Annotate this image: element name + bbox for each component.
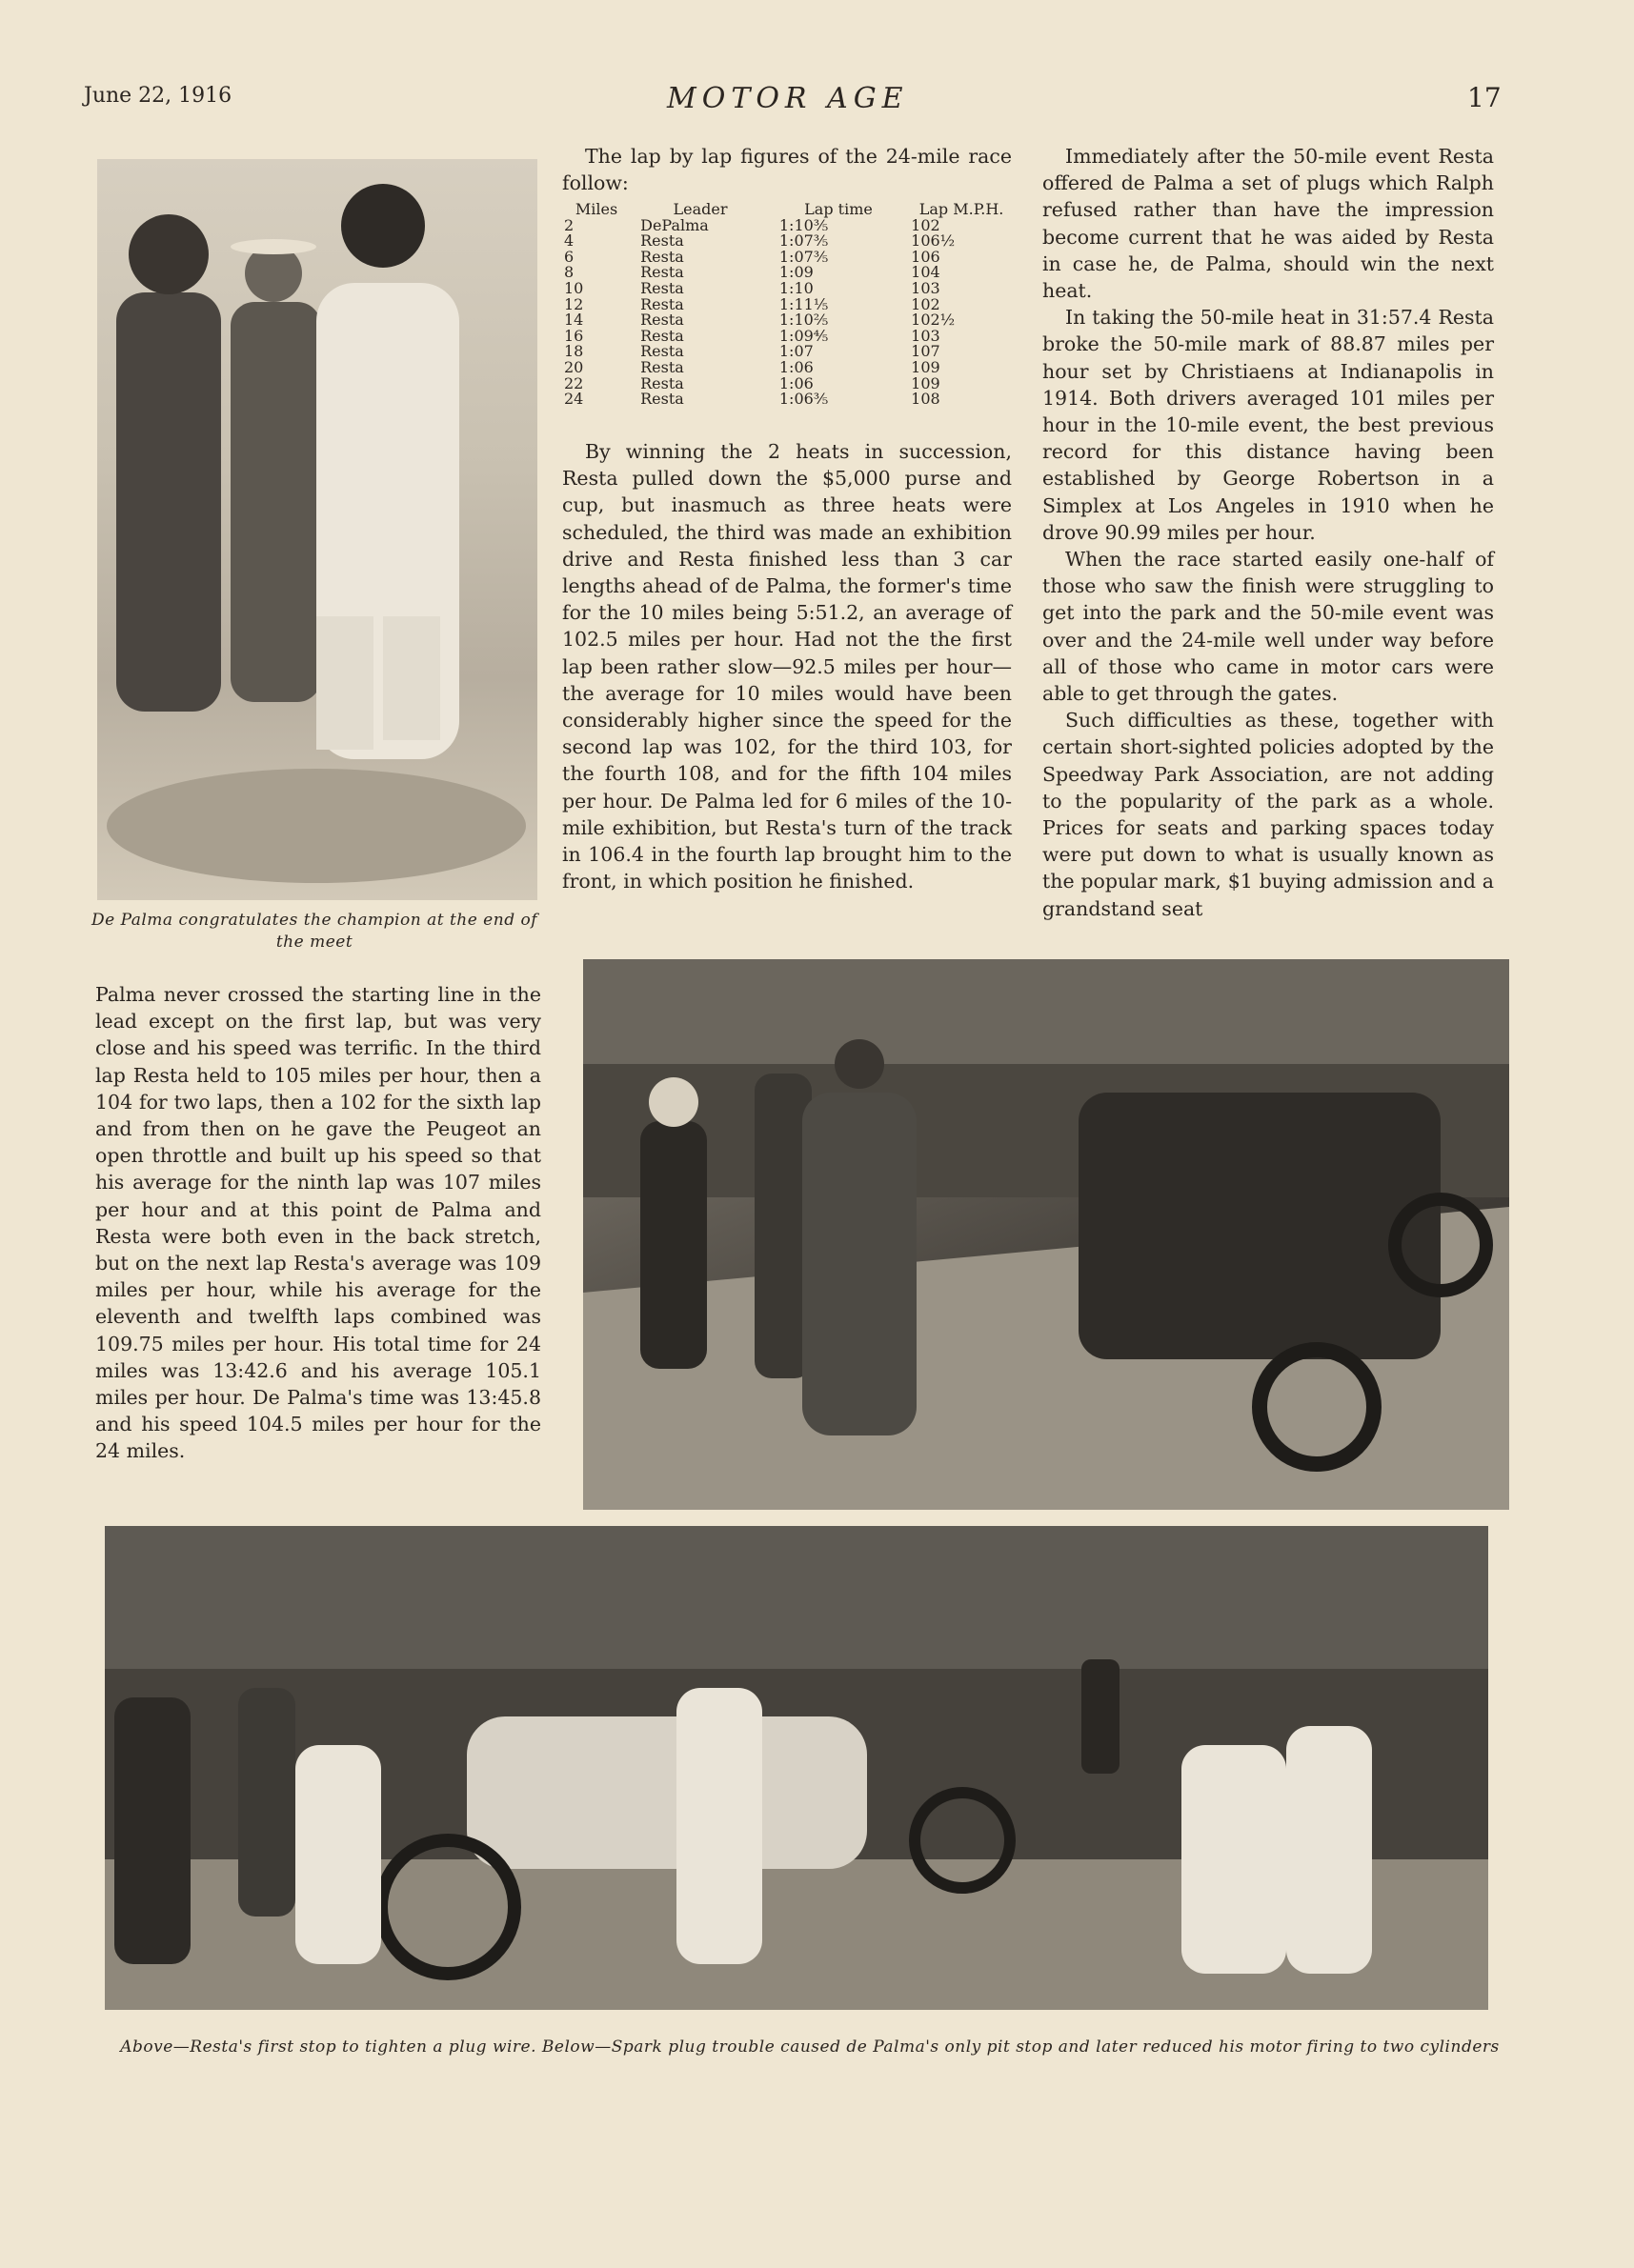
cell-leader: Resta: [640, 357, 684, 376]
right-paragraph-2: In taking the 50-mile heat in 31:57.4 Resta broke the 50-mile mark of 88.87 miles per hour set by Christiaens at Indianapolis in 1914. Both drivers averaged 101 miles per hour in the 10-mile event, the best previous record for this distance having been established by George Robertson in a Simplex at Los Angeles in 1910 when he drove 90.99 miles per hour.: [1042, 306, 1494, 544]
middle-column-paragraph: [562, 438, 1012, 894]
cell-leader: Resta: [640, 390, 684, 409]
cell-leader: Resta: [640, 231, 684, 251]
cell-lap-time: 1:10: [778, 278, 814, 297]
cell-miles: 6: [564, 247, 575, 266]
column-header-lap-time: Lap time: [804, 200, 873, 218]
cell-leader: Resta: [640, 311, 684, 330]
cell-lap-mph: 108: [911, 390, 940, 409]
cell-leader: Resta: [640, 247, 684, 266]
lap-table-intro: [562, 143, 1012, 196]
photo-caption-bottom: Above—Resta's first stop to tighten a plug wire. Below—Spark plug trouble caused de Palma's only pit stop and later reduced his motor firing to two cylinders: [120, 2037, 1500, 2057]
cell-lap-time: 1:07⅗: [778, 247, 829, 266]
cell-lap-mph: 109: [911, 373, 940, 392]
cell-lap-mph: 102: [911, 215, 940, 234]
cell-miles: 22: [564, 373, 584, 392]
photo-de-palma-pit-stop: [105, 1526, 1488, 2010]
column-header-miles: Miles: [575, 200, 618, 218]
cell-miles: 14: [564, 311, 584, 330]
column-header-lap-mph: Lap M.P.H.: [918, 200, 1004, 218]
photo-car-illustration: [583, 959, 1509, 1510]
cell-miles: 24: [564, 390, 584, 409]
cell-leader: Resta: [640, 278, 684, 297]
cell-miles: 8: [564, 263, 575, 282]
cell-leader: Resta: [640, 294, 684, 313]
magazine-title: MOTOR AGE: [667, 82, 909, 115]
right-paragraph-1: Immediately after the 50-mile event Resta offered de Palma a set of plugs which Ralph refused rather than have the impression become current that he was aided by Resta in case he, de Palma, should win the next heat.: [1042, 145, 1494, 303]
photo-pit-stop-illustration: [105, 1526, 1488, 2010]
cell-leader: DePalma: [640, 215, 709, 234]
left-column-text: [95, 981, 541, 1465]
column-header-leader: Leader: [673, 200, 728, 218]
cell-lap-time: 1:06⅗: [778, 390, 829, 409]
cell-lap-mph: 106½: [911, 231, 956, 251]
table-body: [564, 215, 1012, 409]
page-number: 17: [1467, 82, 1502, 113]
cell-lap-time: 1:10⅗: [778, 215, 829, 234]
cell-lap-mph: 106: [911, 247, 940, 266]
cell-lap-time: 1:07: [778, 342, 814, 361]
cell-miles: 18: [564, 342, 584, 361]
photo-resta-first-stop: [583, 959, 1509, 1510]
cell-lap-mph: 103: [911, 326, 940, 345]
cell-lap-time: 1:09: [778, 263, 814, 282]
cell-leader: Resta: [640, 326, 684, 345]
cell-lap-mph: 102½: [911, 311, 956, 330]
cell-lap-mph: 109: [911, 357, 940, 376]
cell-lap-time: 1:06: [778, 373, 814, 392]
right-paragraph-3: When the race started easily one-half of those who saw the finish were struggling to get into the park and the 50-mile event was over and the 24-mile well under way before all of those who came in motor cars were able to get through the gates.: [1042, 548, 1494, 706]
lap-figures-table: [564, 202, 1012, 408]
intro-text: The lap by lap figures of the 24-mile race follow:: [562, 145, 1012, 195]
issue-date: June 22, 1916: [84, 84, 232, 108]
cell-leader: Resta: [640, 342, 684, 361]
right-paragraph-4: Such difficulties as these, together with certain short-sighted policies adopted by the Speedway Park Association, are not adding to the popularity of the park as a whole. Prices for seats and parking spaces today were put down to what is usually known as the popular mark, $1 buying admission and a grandstand seat: [1042, 709, 1494, 920]
cell-lap-time: 1:10⅖: [778, 311, 829, 330]
cell-leader: Resta: [640, 263, 684, 282]
cell-miles: 16: [564, 326, 584, 345]
cell-lap-mph: 107: [911, 342, 940, 361]
cell-lap-time: 1:09⅘: [778, 326, 829, 345]
cell-leader: Resta: [640, 373, 684, 392]
left-paragraph: Palma never crossed the starting line in the lead except on the first lap, but was very close and his speed was terrific. In the third lap Resta held to 105 miles per hour, then a 104 for two laps, then a 102 for the sixth lap and from then on he gave the Peugeot an open throttle and built up his speed so that his average for the ninth lap was 107 miles per hour and at this point de Palma and Resta were both even in the back stretch, but on the next lap Resta's average was 109 miles per hour, while his average for the eleventh and twelfth laps combined was 109.75 miles per hour. His total time for 24 miles was 13:42.6 and his average 105.1 miles per hour. De Palma's time was 13:45.8 and his speed 104.5 miles per hour for the 24 miles.: [95, 983, 541, 1463]
cell-miles: 10: [564, 278, 584, 297]
cell-lap-time: 1:11⅕: [778, 294, 829, 313]
cell-miles: 4: [564, 231, 575, 251]
cell-miles: 20: [564, 357, 584, 376]
photo-drivers-congratulate: [97, 159, 537, 900]
cell-lap-time: 1:06: [778, 357, 814, 376]
photo-caption-left: De Palma congratulates the champion at the end of the meet: [91, 911, 538, 952]
photo-drivers-illustration: [97, 159, 537, 900]
cell-lap-time: 1:07⅗: [778, 231, 829, 251]
right-column-text: [1042, 143, 1494, 922]
cell-lap-mph: 104: [911, 263, 940, 282]
cell-lap-mph: 103: [911, 278, 940, 297]
cell-lap-mph: 102: [911, 294, 940, 313]
cell-miles: 2: [564, 215, 575, 234]
table-row: [564, 391, 1012, 408]
heat-summary-paragraph: By winning the 2 heats in succession, Resta pulled down the $5,000 purse and cup, but inasmuch as three heats were scheduled, the third was made an exhibition drive and Resta finished less than 3 car lengths ahead of de Palma, the former's time for the 10 miles being 5:51.2, an average of 102.5 miles per hour. Had not the the first lap been rather slow—92.5 miles per hour—the average for 10 miles would have been considerably higher since the speed for the second lap was 102, for the third 103, for the fourth 108, and for the fifth 104 miles per hour. De Palma led for 6 miles of the 10-mile exhibition, but Resta's turn of the track in 106.4 in the fourth lap brought him to the front, in which position he finished.: [562, 440, 1012, 893]
cell-miles: 12: [564, 294, 584, 313]
